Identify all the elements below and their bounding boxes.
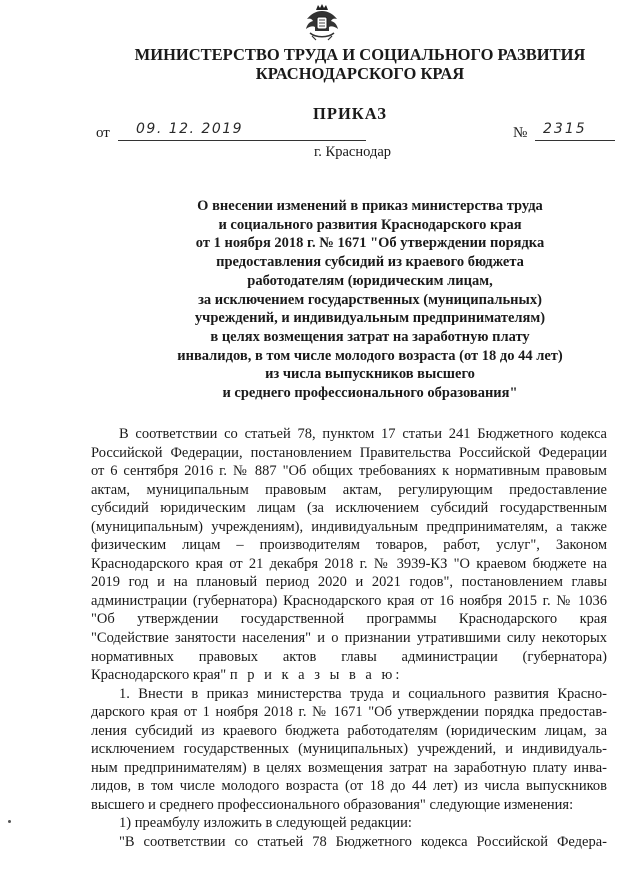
body-line-with-order-word: [91, 666, 607, 685]
body-line: физическим лицам – производителям товаров, работ, услуг", Законом: [91, 537, 607, 554]
body-line: 1) преамбулу изложить в следующей редакции:: [119, 815, 412, 832]
subject-line: инвалидов, в том числе молодого возраста (от 18 до 44 лет): [177, 347, 563, 364]
date-handwritten: 09. 12. 2019: [136, 121, 244, 137]
order-title: ПРИКАЗ: [313, 104, 387, 123]
body-line: Российской Федерации, постановлением Правительства Российской Федерации: [91, 444, 607, 461]
subject-line: О внесении изменений в приказ министерства труда: [197, 198, 543, 214]
subject-line: и среднего профессионального образования": [222, 385, 518, 402]
body-line: актам, муниципальным правовым актам, регулирующим предоставление: [91, 481, 607, 498]
body-line: "В соответствии со статьей 78 Бюджетного кодекса Российской Федера-: [119, 834, 607, 851]
city-name: г. Краснодар: [314, 144, 392, 160]
subject-line: от 1 ноября 2018 г. № 1671 "Об утверждении порядка: [195, 235, 545, 252]
body-line: нормативных правовых актов главы администрации (губернатора): [91, 648, 607, 665]
subject-line: предоставления субсидий из краевого бюджета: [216, 254, 524, 271]
date-label: от: [96, 125, 110, 141]
body-line: В соответствии со статьей 78, пунктом 17 статьи 241 Бюджетного кодекса: [119, 426, 607, 442]
body-line: от 6 сентября 2016 г. № 887 "Об общих требованиях к нормативным правовым: [91, 463, 607, 480]
body-line: 1. Внести в приказ министерства труда и социального развития Красно-: [119, 685, 607, 702]
body-line: субсидий юридическим лицам (за исключением субсидий государственным: [91, 500, 607, 517]
number-handwritten: 2315: [543, 121, 587, 137]
ministry-name-line-2: КРАСНОДАРСКОГО КРАЯ: [255, 64, 465, 83]
body-line-text: Краснодарского края": [91, 667, 227, 684]
number-label: №: [513, 125, 528, 141]
body-line: "Содействие занятости населения" и о признании утратившими силу некоторых: [91, 630, 607, 647]
order-word: п р и к а з ы в а ю:: [229, 667, 403, 684]
order-body: [91, 425, 607, 852]
body-line: ления субсидий из краевого бюджета работодателям (юридическим лицам, за: [91, 722, 607, 739]
coat-of-arms-emblem: [302, 3, 342, 41]
body-line: администрации (губернатора) Краснодарского края от 16 ноября 2015 г. № 1036: [91, 592, 607, 609]
number-underline: [535, 140, 615, 141]
ministry-name: [60, 45, 639, 83]
subject-line: из числа выпускников высшего: [265, 366, 475, 383]
subject-line: работодателям (юридическим лицам,: [247, 272, 493, 289]
body-line: дарского края от 1 ноября 2018 г. № 1671 "Об утверждении порядка предостав-: [91, 704, 607, 721]
subject-line: за исключением государственных (муниципальных): [198, 291, 542, 308]
ministry-name-line-1: МИНИСТЕРСТВО ТРУДА И СОЦИАЛЬНОГО РАЗВИТИЯ: [134, 45, 586, 64]
body-line: лидов, в том числе молодого возраста (от 18 до 44 лет) из числа выпускников: [91, 778, 607, 795]
scan-speck: [8, 820, 11, 823]
body-line: Краснодарского края от 21 декабря 2018 г. № 3939-КЗ "О краевом бюджете на: [91, 555, 607, 572]
subject-line: и социального развития Краснодарского края: [218, 216, 522, 233]
subject-line: в целях возмещения затрат на заработную плату: [210, 328, 530, 345]
body-line: (муниципальным) учреждениям), индивидуальным предпринимателям, а также: [91, 518, 607, 535]
body-line: исключением государственных (муниципальных) учреждений, и индивидуаль-: [91, 741, 607, 758]
date-underline: [118, 140, 366, 141]
body-line: высшего и среднего профессионального образования" следующие изменения:: [91, 796, 574, 813]
subject-line: учреждений, и индивидуальным предпринимателям): [194, 310, 546, 327]
body-line: 2019 год и на плановый период 2020 и 2021 годов", постановлением главы: [91, 574, 607, 591]
body-line: ным предпринимателям) в целях возмещения затрат на заработную плату инва-: [91, 759, 607, 776]
order-subject: [70, 197, 639, 403]
body-line: "Об утверждении государственной программы Краснодарского края: [91, 611, 607, 628]
